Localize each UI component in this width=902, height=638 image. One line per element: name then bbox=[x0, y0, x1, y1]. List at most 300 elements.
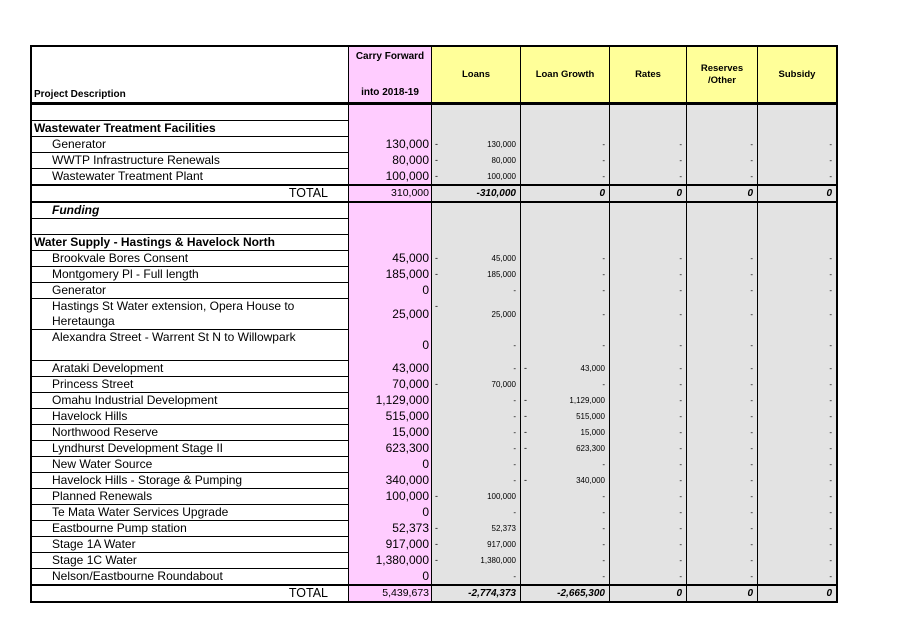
loan-growth-dash-marker: - bbox=[524, 426, 527, 437]
rates-cell-value: 0 bbox=[676, 188, 682, 199]
loan-growth-cell bbox=[521, 185, 610, 202]
loan-growth-cell bbox=[521, 219, 610, 235]
subsidy-cell bbox=[758, 299, 838, 330]
header-loan-growth: Loan Growth bbox=[521, 46, 610, 104]
header-subsidy: Subsidy bbox=[758, 46, 838, 104]
subsidy-cell bbox=[758, 251, 838, 267]
subsidy-cell-value: - bbox=[829, 140, 832, 149]
rates-cell bbox=[610, 457, 687, 473]
reserves-cell-value: - bbox=[750, 571, 753, 581]
loans-cell bbox=[432, 457, 521, 473]
rates-cell bbox=[610, 185, 687, 202]
reserves-cell bbox=[687, 330, 758, 361]
loan-growth-cell bbox=[521, 441, 610, 457]
reserves-cell bbox=[687, 425, 758, 441]
carry-forward-cell bbox=[349, 202, 432, 219]
loans-cell bbox=[432, 521, 521, 537]
header-project-description: Project Description bbox=[31, 46, 349, 104]
reserves-cell-value: - bbox=[750, 156, 753, 165]
section-header-row bbox=[31, 235, 837, 251]
loan-growth-cell-value: - bbox=[602, 524, 605, 533]
loan-growth-cell-value: - bbox=[602, 286, 605, 295]
carry-forward-cell: 310,000 bbox=[349, 185, 432, 202]
table-row bbox=[31, 377, 837, 393]
table-row bbox=[31, 553, 837, 569]
subsidy-cell-value: - bbox=[829, 286, 832, 295]
loan-growth-cell-value: - bbox=[602, 571, 605, 581]
project-description-cell: Eastbourne Pump station bbox=[31, 521, 349, 537]
reserves-cell-value: - bbox=[750, 286, 753, 295]
loans-dash-marker: - bbox=[435, 300, 438, 311]
project-description-cell: Te Mata Water Services Upgrade bbox=[31, 505, 349, 521]
loans-cell-value: - bbox=[513, 444, 516, 453]
rates-cell-value: - bbox=[679, 254, 682, 263]
loan-growth-cell bbox=[521, 137, 610, 153]
loans-cell bbox=[432, 377, 521, 393]
loans-dash-marker: - bbox=[435, 378, 438, 389]
rates-cell bbox=[610, 219, 687, 235]
reserves-cell-value: - bbox=[750, 171, 753, 181]
loans-dash-marker: - bbox=[435, 490, 438, 501]
loans-cell bbox=[432, 169, 521, 186]
loan-growth-cell bbox=[521, 299, 610, 330]
loan-growth-cell bbox=[521, 489, 610, 505]
loan-growth-cell bbox=[521, 457, 610, 473]
loans-cell-value: - bbox=[513, 286, 516, 295]
loans-dash-marker: - bbox=[435, 252, 438, 263]
loan-growth-cell bbox=[521, 251, 610, 267]
loans-cell bbox=[432, 267, 521, 283]
header-loans: Loans bbox=[432, 46, 521, 104]
loan-growth-dash-marker: - bbox=[524, 362, 527, 373]
loan-growth-dash-marker: - bbox=[524, 442, 527, 453]
reserves-cell-value: - bbox=[750, 476, 753, 485]
table-row bbox=[31, 137, 837, 153]
loan-growth-cell-value: - bbox=[602, 492, 605, 501]
subsidy-cell-value: - bbox=[829, 412, 832, 421]
rates-cell-value: - bbox=[679, 340, 682, 350]
rates-cell bbox=[610, 425, 687, 441]
reserves-cell-value: - bbox=[750, 428, 753, 437]
loans-dash-marker: - bbox=[435, 538, 438, 549]
rates-cell bbox=[610, 202, 687, 219]
carry-forward-cell: 917,000 bbox=[349, 537, 432, 553]
loan-growth-cell-value: - bbox=[602, 460, 605, 469]
project-description-cell: Lyndhurst Development Stage II bbox=[31, 441, 349, 457]
carry-forward-cell: 1,129,000 bbox=[349, 393, 432, 409]
subsidy-cell bbox=[758, 537, 838, 553]
table-row bbox=[31, 361, 837, 377]
loan-growth-cell-value: - bbox=[602, 340, 605, 350]
rates-cell-value: 0 bbox=[676, 588, 682, 599]
rates-cell-value: - bbox=[679, 571, 682, 581]
rates-cell-value: - bbox=[679, 270, 682, 279]
loans-dash-marker: - bbox=[435, 554, 438, 565]
loans-cell bbox=[432, 235, 521, 251]
loans-cell bbox=[432, 569, 521, 586]
rates-cell-value: - bbox=[679, 412, 682, 421]
carry-forward-cell: 130,000 bbox=[349, 137, 432, 153]
rates-cell bbox=[610, 489, 687, 505]
subsidy-cell bbox=[758, 489, 838, 505]
loans-cell-value: - bbox=[513, 412, 516, 421]
header-carry-forward bbox=[349, 46, 432, 104]
subsidy-cell bbox=[758, 235, 838, 251]
table-row bbox=[31, 169, 837, 186]
subsidy-cell bbox=[758, 393, 838, 409]
loan-growth-cell-value: - bbox=[602, 254, 605, 263]
table-row bbox=[31, 521, 837, 537]
loans-cell bbox=[432, 505, 521, 521]
loans-cell bbox=[432, 104, 521, 121]
loans-cell-value: - bbox=[513, 460, 516, 469]
reserves-cell bbox=[687, 409, 758, 425]
loan-growth-cell bbox=[521, 553, 610, 569]
subsidy-cell-value: - bbox=[829, 309, 832, 319]
reserves-cell bbox=[687, 441, 758, 457]
loan-growth-cell bbox=[521, 330, 610, 361]
loan-growth-cell bbox=[521, 505, 610, 521]
loans-cell-value: 52,373 bbox=[491, 524, 516, 533]
subsidy-cell-value: - bbox=[829, 444, 832, 453]
table-row bbox=[31, 267, 837, 283]
project-description-cell: Omahu Industrial Development bbox=[31, 393, 349, 409]
table-row bbox=[31, 153, 837, 169]
rates-cell bbox=[610, 235, 687, 251]
loan-growth-cell bbox=[521, 537, 610, 553]
reserves-cell-value: - bbox=[750, 270, 753, 279]
project-description-cell: Wastewater Treatment Facilities bbox=[31, 121, 349, 137]
loans-cell bbox=[432, 283, 521, 299]
project-description-cell: Alexandra Street - Warrent St N to Willowpark bbox=[31, 330, 349, 361]
reserves-cell bbox=[687, 489, 758, 505]
table-row bbox=[31, 505, 837, 521]
reserves-cell-value: - bbox=[750, 460, 753, 469]
loan-growth-cell-value: 1,129,000 bbox=[569, 396, 605, 405]
subsidy-cell bbox=[758, 219, 838, 235]
reserves-cell bbox=[687, 473, 758, 489]
reserves-cell bbox=[687, 137, 758, 153]
reserves-cell-value: - bbox=[750, 524, 753, 533]
loan-growth-cell bbox=[521, 169, 610, 186]
loans-cell bbox=[432, 489, 521, 505]
subsidy-cell-value: - bbox=[829, 508, 832, 517]
total-row bbox=[31, 585, 837, 602]
reserves-cell-value: - bbox=[750, 340, 753, 350]
subsidy-cell bbox=[758, 361, 838, 377]
loans-cell-value: - bbox=[513, 396, 516, 405]
loans-cell-value: 70,000 bbox=[491, 380, 516, 389]
rates-cell-value: - bbox=[679, 540, 682, 549]
reserves-cell bbox=[687, 521, 758, 537]
subsidy-cell-value: - bbox=[829, 340, 832, 350]
project-description-cell: Arataki Development bbox=[31, 361, 349, 377]
subsidy-cell-value: - bbox=[829, 476, 832, 485]
table-row bbox=[31, 489, 837, 505]
rates-cell bbox=[610, 121, 687, 137]
reserves-cell bbox=[687, 361, 758, 377]
table-row bbox=[31, 202, 837, 219]
rates-cell-value: - bbox=[679, 428, 682, 437]
rates-cell bbox=[610, 104, 687, 121]
reserves-cell-value: - bbox=[750, 444, 753, 453]
loan-growth-cell bbox=[521, 104, 610, 121]
loans-cell bbox=[432, 393, 521, 409]
rates-cell bbox=[610, 585, 687, 602]
reserves-cell-value: - bbox=[750, 396, 753, 405]
subsidy-cell bbox=[758, 441, 838, 457]
loan-growth-cell bbox=[521, 393, 610, 409]
projects-table bbox=[30, 45, 838, 603]
reserves-cell bbox=[687, 235, 758, 251]
subsidy-cell bbox=[758, 169, 838, 186]
loan-growth-cell-value: - bbox=[602, 556, 605, 565]
rates-cell bbox=[610, 553, 687, 569]
header-carry-forward-line2: into 2018-19 bbox=[361, 87, 419, 98]
table-row bbox=[31, 425, 837, 441]
rates-cell-value: - bbox=[679, 444, 682, 453]
reserves-cell-value: - bbox=[750, 508, 753, 517]
loans-cell-value: 25,000 bbox=[491, 309, 516, 319]
total-row bbox=[31, 185, 837, 202]
loans-cell-value: 80,000 bbox=[491, 156, 516, 165]
loan-growth-cell bbox=[521, 473, 610, 489]
subsidy-cell-value: - bbox=[829, 556, 832, 565]
loans-cell-value: -2,774,373 bbox=[468, 588, 516, 599]
reserves-cell bbox=[687, 153, 758, 169]
project-description-cell: WWTP Infrastructure Renewals bbox=[31, 153, 349, 169]
subsidy-cell-value: - bbox=[829, 364, 832, 373]
loans-cell bbox=[432, 425, 521, 441]
carry-forward-cell: 0 bbox=[349, 283, 432, 299]
loan-growth-cell-value: 43,000 bbox=[580, 364, 605, 373]
project-description-cell bbox=[31, 104, 349, 121]
rates-cell-value: - bbox=[679, 364, 682, 373]
carry-forward-cell: 5,439,673 bbox=[349, 585, 432, 602]
subsidy-cell-value: - bbox=[829, 460, 832, 469]
loans-cell-value: 100,000 bbox=[487, 171, 516, 181]
loans-cell-value: - bbox=[513, 476, 516, 485]
subsidy-cell-value: - bbox=[829, 396, 832, 405]
subsidy-cell bbox=[758, 137, 838, 153]
project-description-cell: New Water Source bbox=[31, 457, 349, 473]
loan-growth-cell bbox=[521, 153, 610, 169]
project-description-cell: TOTAL bbox=[31, 585, 349, 602]
capital-projects-sheet bbox=[30, 45, 838, 603]
table-row bbox=[31, 393, 837, 409]
table-row bbox=[31, 283, 837, 299]
carry-forward-cell: 0 bbox=[349, 457, 432, 473]
section-header-row bbox=[31, 121, 837, 137]
reserves-cell-value: - bbox=[750, 364, 753, 373]
loan-growth-cell bbox=[521, 202, 610, 219]
rates-cell-value: - bbox=[679, 508, 682, 517]
table-row bbox=[31, 104, 837, 121]
reserves-cell-value: - bbox=[750, 412, 753, 421]
loans-cell-value: 45,000 bbox=[491, 254, 516, 263]
loans-dash-marker: - bbox=[435, 522, 438, 533]
subsidy-cell-value: - bbox=[829, 492, 832, 501]
loan-growth-cell-value: - bbox=[602, 156, 605, 165]
loan-growth-cell-value: - bbox=[602, 270, 605, 279]
reserves-cell-value: - bbox=[750, 254, 753, 263]
subsidy-cell bbox=[758, 267, 838, 283]
subsidy-cell bbox=[758, 473, 838, 489]
rates-cell bbox=[610, 361, 687, 377]
loans-cell bbox=[432, 121, 521, 137]
rates-cell bbox=[610, 153, 687, 169]
project-description-cell: Generator bbox=[31, 283, 349, 299]
loans-cell bbox=[432, 153, 521, 169]
subsidy-cell bbox=[758, 153, 838, 169]
rates-cell-value: - bbox=[679, 556, 682, 565]
rates-cell-value: - bbox=[679, 309, 682, 319]
rates-cell-value: - bbox=[679, 380, 682, 389]
reserves-cell bbox=[687, 585, 758, 602]
loans-cell bbox=[432, 409, 521, 425]
loans-cell bbox=[432, 299, 521, 330]
reserves-cell bbox=[687, 121, 758, 137]
table-row bbox=[31, 251, 837, 267]
project-description-cell: Hastings St Water extension, Opera House to Heretaunga bbox=[31, 299, 349, 330]
carry-forward-cell: 100,000 bbox=[349, 489, 432, 505]
reserves-cell bbox=[687, 553, 758, 569]
rates-cell-value: - bbox=[679, 140, 682, 149]
subsidy-cell-value: - bbox=[829, 524, 832, 533]
table-row bbox=[31, 299, 837, 330]
subsidy-cell bbox=[758, 283, 838, 299]
project-description-cell: Stage 1A Water bbox=[31, 537, 349, 553]
subsidy-cell-value: - bbox=[829, 171, 832, 181]
loans-cell bbox=[432, 361, 521, 377]
loans-cell bbox=[432, 202, 521, 219]
project-description-cell: Montgomery Pl - Full length bbox=[31, 267, 349, 283]
reserves-cell-value: 0 bbox=[747, 188, 753, 199]
loans-cell-value: 1,380,000 bbox=[480, 556, 516, 565]
subsidy-cell-value: - bbox=[829, 270, 832, 279]
carry-forward-cell: 185,000 bbox=[349, 267, 432, 283]
subsidy-cell-value: 0 bbox=[826, 588, 832, 599]
reserves-cell-value: - bbox=[750, 492, 753, 501]
loan-growth-cell-value: - bbox=[602, 140, 605, 149]
loan-growth-cell-value: 340,000 bbox=[576, 476, 605, 485]
loan-growth-cell bbox=[521, 361, 610, 377]
loan-growth-cell bbox=[521, 377, 610, 393]
carry-forward-cell: 70,000 bbox=[349, 377, 432, 393]
carry-forward-cell: 1,380,000 bbox=[349, 553, 432, 569]
project-description-cell: Stage 1C Water bbox=[31, 553, 349, 569]
subsidy-cell bbox=[758, 425, 838, 441]
project-description-cell: Havelock Hills - Storage & Pumping bbox=[31, 473, 349, 489]
reserves-cell bbox=[687, 169, 758, 186]
loan-growth-cell-value: 623,300 bbox=[576, 444, 605, 453]
loan-growth-cell-value: 15,000 bbox=[580, 428, 605, 437]
reserves-cell bbox=[687, 377, 758, 393]
loan-growth-cell-value: - bbox=[602, 309, 605, 319]
reserves-cell bbox=[687, 505, 758, 521]
carry-forward-cell: 25,000 bbox=[349, 299, 432, 330]
reserves-cell-value: - bbox=[750, 540, 753, 549]
loans-cell-value: 130,000 bbox=[487, 140, 516, 149]
reserves-cell-value: - bbox=[750, 140, 753, 149]
rates-cell bbox=[610, 409, 687, 425]
carry-forward-cell: 515,000 bbox=[349, 409, 432, 425]
loans-cell bbox=[432, 553, 521, 569]
loan-growth-cell bbox=[521, 569, 610, 586]
loan-growth-dash-marker: - bbox=[524, 474, 527, 485]
rates-cell-value: - bbox=[679, 396, 682, 405]
subsidy-cell-value: - bbox=[829, 540, 832, 549]
subsidy-cell-value: - bbox=[829, 156, 832, 165]
loans-dash-marker: - bbox=[435, 154, 438, 165]
rates-cell-value: - bbox=[679, 460, 682, 469]
loans-cell bbox=[432, 219, 521, 235]
loan-growth-cell-value: - bbox=[602, 380, 605, 389]
rates-cell-value: - bbox=[679, 156, 682, 165]
loans-cell-value: - bbox=[513, 508, 516, 517]
header-carry-forward-line1: Carry Forward bbox=[355, 51, 425, 62]
table-row bbox=[31, 537, 837, 553]
subsidy-cell-value: 0 bbox=[826, 188, 832, 199]
header-row bbox=[31, 46, 837, 104]
subsidy-cell bbox=[758, 553, 838, 569]
loan-growth-cell-value: - bbox=[602, 171, 605, 181]
carry-forward-cell bbox=[349, 121, 432, 137]
rates-cell bbox=[610, 377, 687, 393]
project-description-cell: Planned Renewals bbox=[31, 489, 349, 505]
carry-forward-cell: 0 bbox=[349, 569, 432, 586]
rates-cell bbox=[610, 251, 687, 267]
loans-dash-marker: - bbox=[435, 138, 438, 149]
table-row bbox=[31, 330, 837, 361]
subsidy-cell bbox=[758, 185, 838, 202]
rates-cell bbox=[610, 393, 687, 409]
loans-cell bbox=[432, 137, 521, 153]
project-description-cell: Havelock Hills bbox=[31, 409, 349, 425]
reserves-cell bbox=[687, 299, 758, 330]
rates-cell bbox=[610, 299, 687, 330]
rates-cell bbox=[610, 283, 687, 299]
rates-cell bbox=[610, 330, 687, 361]
rates-cell-value: - bbox=[679, 476, 682, 485]
project-description-cell: Funding bbox=[31, 202, 349, 219]
table-row bbox=[31, 219, 837, 235]
reserves-cell bbox=[687, 267, 758, 283]
subsidy-cell bbox=[758, 121, 838, 137]
table-row bbox=[31, 441, 837, 457]
subsidy-cell bbox=[758, 521, 838, 537]
rates-cell bbox=[610, 169, 687, 186]
loan-growth-cell-value: - bbox=[602, 508, 605, 517]
carry-forward-cell: 43,000 bbox=[349, 361, 432, 377]
subsidy-cell-value: - bbox=[829, 254, 832, 263]
loan-growth-cell bbox=[521, 521, 610, 537]
project-description-cell: Wastewater Treatment Plant bbox=[31, 169, 349, 186]
carry-forward-cell: 623,300 bbox=[349, 441, 432, 457]
loans-dash-marker: - bbox=[435, 170, 438, 181]
subsidy-cell bbox=[758, 585, 838, 602]
loan-growth-dash-marker: - bbox=[524, 394, 527, 405]
loans-cell bbox=[432, 537, 521, 553]
carry-forward-cell: 52,373 bbox=[349, 521, 432, 537]
loans-cell bbox=[432, 251, 521, 267]
rates-cell bbox=[610, 569, 687, 586]
reserves-cell bbox=[687, 457, 758, 473]
table-row bbox=[31, 409, 837, 425]
project-description-cell: Brookvale Bores Consent bbox=[31, 251, 349, 267]
rates-cell bbox=[610, 267, 687, 283]
rates-cell bbox=[610, 473, 687, 489]
